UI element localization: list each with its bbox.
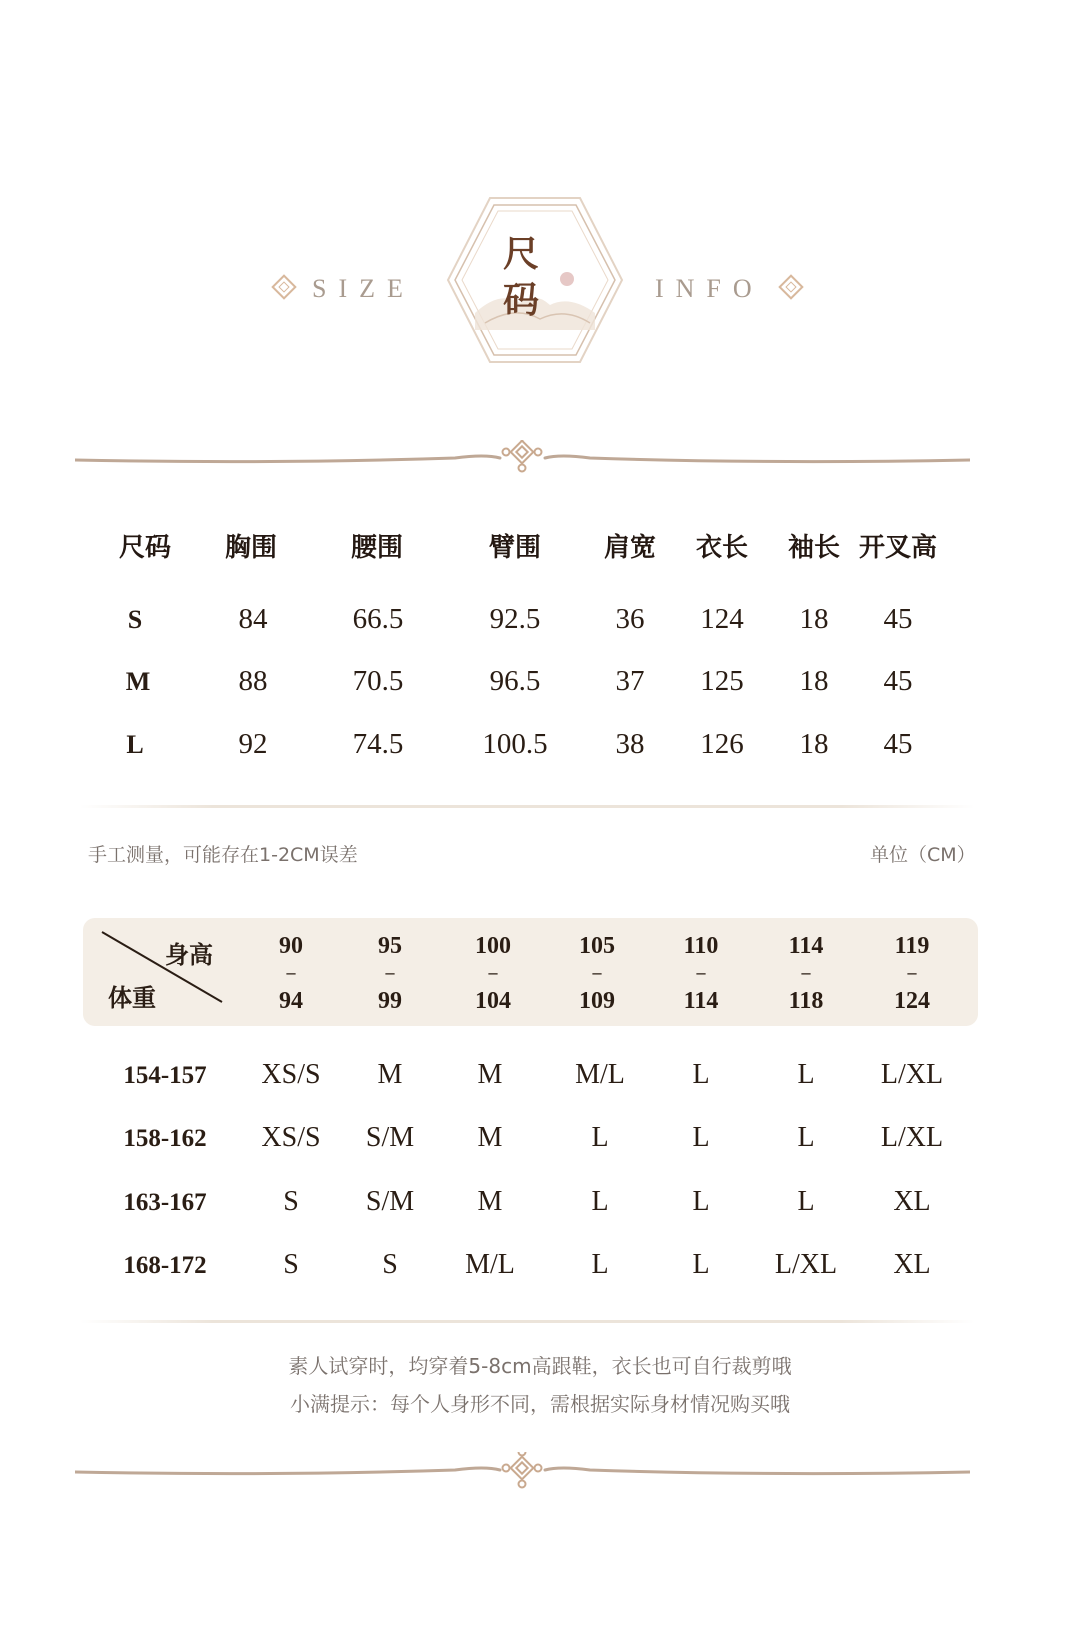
chinese-knot-icon [503,1452,542,1488]
size-cell: XS/S [261,1122,321,1153]
tip-line-1: 素人试穿时，均穿着5-8cm高跟鞋，衣长也可自行裁剪哦 [288,1354,792,1378]
table-cell: 88 [238,665,268,697]
size-cell: L [797,1122,815,1153]
weight-to: 114 [683,988,719,1014]
ornamental-divider-top [75,440,970,480]
size-cell: M/L [465,1249,515,1280]
range-dash: – [907,962,917,982]
weight-from: 105 [579,933,615,959]
header-left-word: SIZE [312,274,415,303]
measurement-note: 手工测量，可能存在1-2CM误差 [88,844,358,866]
weight-from: 95 [378,933,402,959]
table-cell: 92 [238,728,268,760]
size-cell: S [382,1249,398,1280]
size-label: S [127,605,143,634]
size-cell: L/XL [774,1249,838,1280]
height-range-label: 154-157 [123,1062,207,1089]
column-header: 袖长 [787,533,841,563]
size-cell: XS/S [261,1059,321,1090]
column-header: 开叉高 [858,533,938,563]
size-cell: L [591,1249,609,1280]
weight-to: 94 [279,988,303,1014]
size-cell: L [692,1122,710,1153]
column-header: 胸围 [224,533,278,563]
size-cell: L [591,1122,609,1153]
table-cell: 45 [883,728,913,760]
table-cell: 125 [700,665,744,697]
size-cell: M/L [575,1059,625,1090]
table-cell: 66.5 [352,603,404,635]
table-cell: 70.5 [352,665,404,697]
header-right-word: INFO [655,274,764,303]
corner-label-height: 身高 [165,943,213,969]
table-cell: 18 [799,603,829,635]
weight-to: 124 [894,988,930,1014]
weight-from: 119 [894,933,930,959]
size-cell: S/M [365,1186,415,1217]
column-header: 肩宽 [603,533,657,563]
table-cell: 18 [799,728,829,760]
range-dash: – [488,962,498,982]
size-cell: M [377,1059,403,1090]
tip-line-2: 小满提示：每个人身形不同，需根据实际身材情况购买哦 [290,1392,790,1416]
size-cell: M [477,1059,503,1090]
table-cell: 92.5 [489,603,541,635]
weight-to: 104 [475,988,511,1014]
table-cell: 84 [238,603,268,635]
size-cell: M [477,1186,503,1217]
table-cell: 45 [883,665,913,697]
table-cell: 45 [883,603,913,635]
range-dash: – [801,962,811,982]
size-cell: M [477,1122,503,1153]
size-cell: L/XL [880,1059,944,1090]
divider [80,1320,975,1323]
divider [80,805,975,808]
range-dash: – [592,962,602,982]
weight-from: 100 [475,933,511,959]
height-range-label: 163-167 [123,1189,207,1216]
weight-from: 114 [788,933,824,959]
table-cell: 74.5 [352,728,404,760]
ornamental-divider-bottom [75,1452,970,1492]
range-dash: – [385,962,395,982]
table-cell: 37 [615,665,645,697]
diamond-ornament-icon [271,274,296,299]
size-cell: L [692,1059,710,1090]
column-header: 尺码 [118,533,172,563]
chinese-knot-icon [503,440,542,472]
weight-to: 118 [788,988,824,1014]
weight-to: 109 [579,988,615,1014]
size-label: M [125,667,151,696]
corner-label-weight: 体重 [108,986,156,1012]
column-header: 臂围 [488,533,542,563]
size-cell: L [692,1249,710,1280]
table-cell: 18 [799,665,829,697]
height-range-label: 158-162 [123,1125,207,1152]
table-cell: 124 [700,603,744,635]
range-dash: – [696,962,706,982]
size-cell: L [591,1186,609,1217]
weight-from: 110 [683,933,719,959]
column-header: 衣长 [695,533,749,563]
table-cell: 126 [700,728,744,760]
table-cell: 96.5 [489,665,541,697]
size-cell: S [283,1249,299,1280]
size-cell: L [797,1186,815,1217]
size-cell: XL [893,1186,931,1217]
size-label: L [126,730,144,759]
weight-from: 90 [279,933,303,959]
table-cell: 100.5 [482,728,548,760]
size-cell: L [797,1059,815,1090]
table-cell: 36 [615,603,645,635]
size-cell: L [692,1186,710,1217]
table-cell: 38 [615,728,645,760]
diamond-ornament-icon [778,274,803,299]
badge-char-top: 尺 [503,233,540,275]
size-cell: XL [893,1249,931,1280]
range-dash: – [286,962,296,982]
size-cell: L/XL [880,1122,944,1153]
size-cell: S/M [365,1122,415,1153]
height-range-label: 168-172 [123,1252,207,1279]
unit-note: 单位（CM） [870,844,976,866]
badge-char-bottom: 码 [503,279,540,321]
weight-to: 99 [378,988,402,1014]
column-header: 腰围 [350,533,404,563]
size-cell: S [283,1186,299,1217]
